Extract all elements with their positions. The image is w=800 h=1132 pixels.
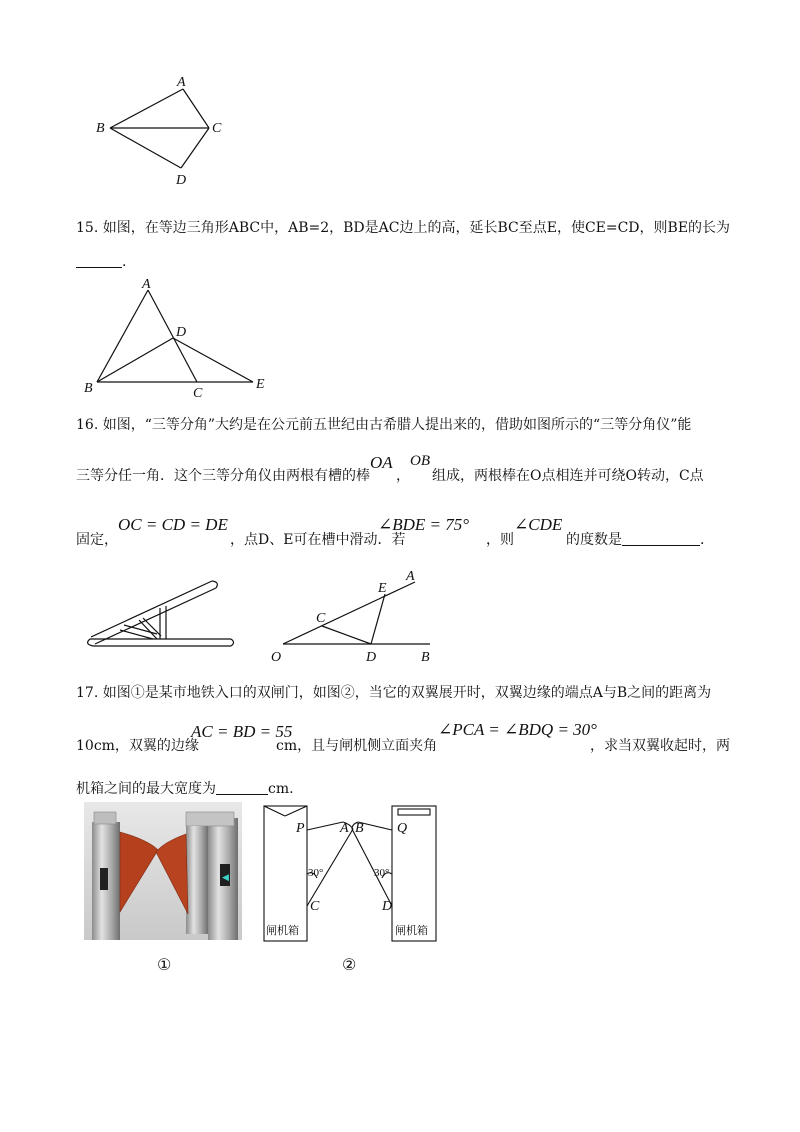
q15-stem: 如图，在等边三角形ABC中，AB=2，BD是AC边上的高，延长BC至点E，使CE=CD，则BE的长为 [102, 220, 731, 236]
label-a: A [177, 75, 186, 90]
q17-answer-blank [216, 780, 268, 795]
q16-line2-a: 三等分任一角．这个三等分角仪由两根有槽的棒 [76, 468, 370, 484]
label-angle-left: 30° [308, 867, 324, 879]
q16-line2-b: 组成，两根棒在O点相连并可绕O转动，C点 [432, 468, 704, 484]
label-d: D [176, 325, 187, 340]
label-a: A [142, 277, 151, 292]
caption-figure-1: ① [157, 955, 172, 974]
arrow-icon: ◀ [222, 872, 229, 882]
figure-trisector-geometry [266, 565, 446, 665]
q16-eq-oc-cd-de: OC = CD = DE [118, 515, 228, 534]
left-cabinet-top [94, 812, 116, 824]
q17-line1 [76, 683, 711, 703]
left-top-diag-1 [264, 806, 285, 816]
label-c: C [310, 899, 320, 914]
q16-line3-d-text: 的度数是 [566, 532, 622, 548]
figure-trisector-device [84, 574, 244, 656]
label-q: Q [397, 821, 408, 836]
q17-eq-angles: ∠PCA = ∠BDQ = 30° [438, 720, 597, 739]
q16-eq-angle-cde: ∠CDE [514, 515, 563, 534]
label-b: B [421, 650, 430, 665]
figure-equilateral-triangle [80, 275, 280, 400]
q16-line1-text: 如图，“三等分角”大约是在公元前五世纪由古希腊人提出来的，借助如图所示的“三等分角仪”能 [102, 417, 692, 433]
q16-number: 16. [76, 417, 99, 433]
label-d: D [176, 173, 187, 188]
q16-line3-a: 固定， [76, 532, 118, 548]
label-box-right: 闸机箱 [395, 924, 428, 937]
label-box-left: 闸机箱 [266, 924, 299, 937]
segment-ac [183, 89, 209, 128]
q15-end: . [122, 254, 127, 270]
q17-line3-b: cm. [268, 781, 294, 797]
label-c: C [316, 611, 326, 626]
q17-line3 [76, 779, 294, 799]
q16-line3-d [566, 530, 704, 550]
label-b: B [84, 381, 93, 396]
rod-upper-bottom [95, 588, 216, 644]
rod-upper-end [212, 581, 217, 588]
segment-ab [97, 290, 148, 382]
segment-bd [97, 338, 173, 382]
right-top-slot [398, 809, 430, 815]
label-p: P [296, 821, 305, 836]
right-cabinet-top [186, 812, 234, 826]
q15-text [76, 218, 730, 238]
q17-line2-c: ，求当双翼收起时，两 [590, 738, 730, 754]
rod-upper-top [91, 581, 212, 637]
q16-comma: ， [396, 468, 410, 484]
q16-line1 [76, 415, 691, 435]
q16-end: . [700, 532, 705, 548]
q16-rod-oa: OA [370, 453, 393, 472]
q16-eq-angle-bde: ∠BDE = 75° [378, 515, 470, 534]
label-angle-right: 30° [374, 867, 390, 879]
left-cabinet-display [100, 868, 108, 890]
left-wing-top [307, 822, 343, 830]
label-c: C [193, 386, 203, 400]
ray-oa [283, 582, 415, 644]
label-b: B [96, 121, 105, 136]
label-o: O [271, 650, 282, 665]
segment-ba [110, 89, 183, 128]
right-cabinet-front [186, 826, 208, 934]
label-d: D [366, 650, 377, 665]
segment-cd [322, 626, 371, 644]
q16-line3-c: ，则 [486, 532, 514, 548]
rod-pivot [88, 639, 93, 646]
figure-quadrilateral-abcd [90, 70, 240, 190]
q17-line2-a: 10cm，双翼的边缘 [76, 738, 199, 754]
label-d: D [382, 899, 393, 914]
left-top-diag-2 [285, 806, 307, 816]
segment-bd [110, 128, 181, 168]
label-e: E [378, 581, 387, 596]
figure-gate-schematic [258, 802, 448, 947]
q17-eq-ac-bd: AC = BD = 55 [191, 722, 293, 741]
q16-answer-blank [622, 531, 700, 546]
rod-lower-end [231, 639, 234, 646]
q16-rod-ob: OB [410, 453, 430, 469]
q17-line3-a: 机箱之间的最大宽度为 [76, 781, 216, 797]
segment-dc [181, 128, 209, 168]
q16-line3-b: ，点D、E可在槽中滑动．若 [230, 532, 406, 548]
segment-ac [148, 290, 197, 382]
label-c: C [212, 121, 222, 136]
label-a: A [340, 821, 349, 836]
q15-answer-blank [76, 253, 122, 268]
figure-subway-gate-photo [84, 802, 244, 942]
q17-line1-text: 如图①是某市地铁入口的双闸门，如图②，当它的双翼展开时，双翼边缘的端点A与B之间的距离为 [102, 685, 712, 701]
label-e: E [256, 377, 265, 392]
q17-number: 17. [76, 685, 99, 701]
q15-number: 15. [76, 220, 99, 236]
caption-figure-2: ② [342, 955, 357, 974]
label-a: A [406, 569, 415, 584]
label-b: B [355, 821, 364, 836]
q17-line2-b: cm，且与闸机侧立面夹角 [276, 738, 438, 754]
q15-answer-line [76, 252, 126, 272]
